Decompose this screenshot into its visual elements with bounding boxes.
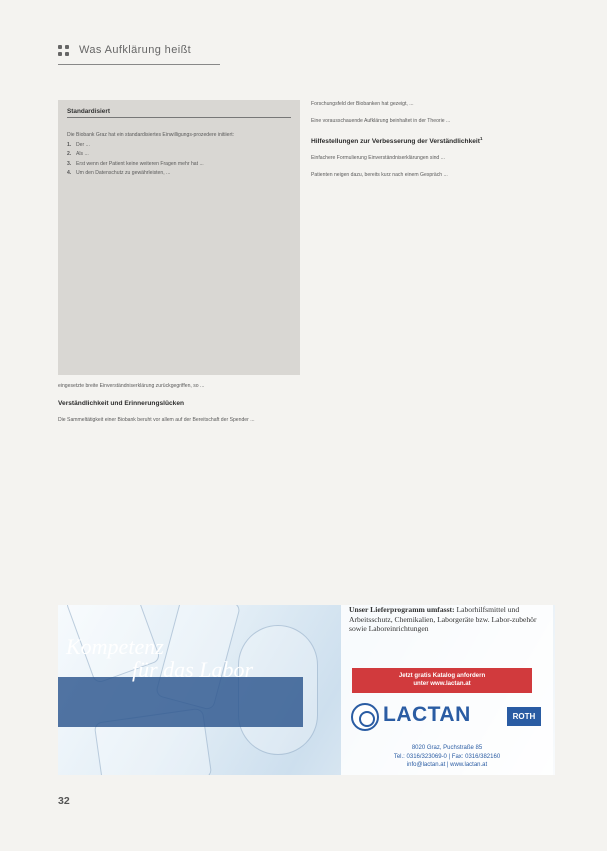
info-box-list xyxy=(67,141,291,178)
ad-title-line-1: Kompetenz xyxy=(66,634,164,659)
list-item xyxy=(67,160,291,169)
section-title: Was Aufklärung heißt xyxy=(79,44,192,56)
list-item-number: 1. xyxy=(67,141,72,148)
roth-badge: ROTH xyxy=(507,707,541,726)
ad-intro-text: Laborhilfsmittel und Arbeitsschutz, Chemikalien, Laborgeräte bzw. Labor-zubehör sowie Laboreinrichtungen xyxy=(349,605,537,634)
body-paragraph: Die Sammeltätigkeit einer Biobank beruht vor allem auf der Bereitschaft der Spender ... xyxy=(58,417,255,423)
body-paragraph: Eine vorausschauende Aufklärung beinhaltet in der Theorie ... xyxy=(311,118,451,124)
ad-title-band xyxy=(58,677,303,727)
cta-line-1: Jetzt gratis Katalog anfordern xyxy=(398,672,486,679)
list-item xyxy=(67,169,291,178)
list-item-number: 2. xyxy=(67,151,72,157)
info-box-body xyxy=(67,131,291,178)
contact-web[interactable]: info@lactan.at | www.lactan.at xyxy=(406,762,488,768)
body-paragraph: Forschungsfeld der Biobanken hat gezeigt, ... xyxy=(311,101,414,107)
info-box xyxy=(58,100,300,375)
list-item-text: Um den Datenschutz zu gewährleisten, ... xyxy=(76,170,171,176)
subheading-text: Hilfestellungen zur Verbesserung der Verständlichkeit xyxy=(311,138,480,146)
ad-contact xyxy=(349,744,545,770)
lactan-logo-icon xyxy=(351,703,379,731)
list-item-number: 3. xyxy=(67,160,72,167)
subheading: Verständlichkeit und Erinnerungslücken xyxy=(58,400,185,407)
list-item-text: Erst wenn der Patient keine weiteren Fragen mehr hat ... xyxy=(76,160,204,167)
list-item xyxy=(67,141,291,150)
lactan-logo xyxy=(351,703,543,733)
list-item xyxy=(67,150,291,159)
advertisement[interactable] xyxy=(58,605,555,775)
right-column xyxy=(311,100,555,188)
contact-phone: Tel.: 0316/323069-0 | Fax: 0316/382160 xyxy=(393,753,501,760)
left-column xyxy=(58,382,300,433)
header-divider xyxy=(58,64,220,65)
list-item-text: Als ... xyxy=(76,151,89,157)
body-paragraph: eingesetzte breite Einverständniserklärung zurückgegriffen, so ... xyxy=(58,383,205,389)
subheading xyxy=(311,134,555,146)
info-box-intro: Die Biobank Graz hat ein standardisiertes Einwilligungs-prozedere initiiert: xyxy=(67,132,235,138)
list-item-text: Der ... xyxy=(76,141,90,148)
ad-title xyxy=(66,635,253,681)
page-number: 32 xyxy=(58,795,70,807)
ad-intro-first-line: Unser Lieferprogramm umfasst: xyxy=(349,605,455,614)
footnote-marker: 1 xyxy=(479,136,483,141)
body-paragraph: Einfachere Formulierung Einverständniserklärungen sind ... xyxy=(311,155,445,162)
cta-line-2: unter www.lactan.at xyxy=(413,680,471,688)
logo-wordmark: LACTAN xyxy=(383,703,471,726)
page-footer xyxy=(58,795,555,807)
section-header xyxy=(58,44,191,56)
list-item-number: 4. xyxy=(67,170,72,176)
ad-intro xyxy=(349,605,545,634)
ad-info-panel xyxy=(341,605,553,775)
ad-title-line-2: für das Labor xyxy=(132,657,254,682)
info-box-heading: Standardisiert xyxy=(67,108,291,118)
catalog-cta-button[interactable] xyxy=(352,668,532,693)
contact-address: 8020 Graz, Puchstraße 85 xyxy=(411,745,483,751)
body-paragraph: Patienten neigen dazu, bereits kurz nach einem Gespräch ... xyxy=(311,172,448,179)
section-dots-icon xyxy=(58,45,69,56)
